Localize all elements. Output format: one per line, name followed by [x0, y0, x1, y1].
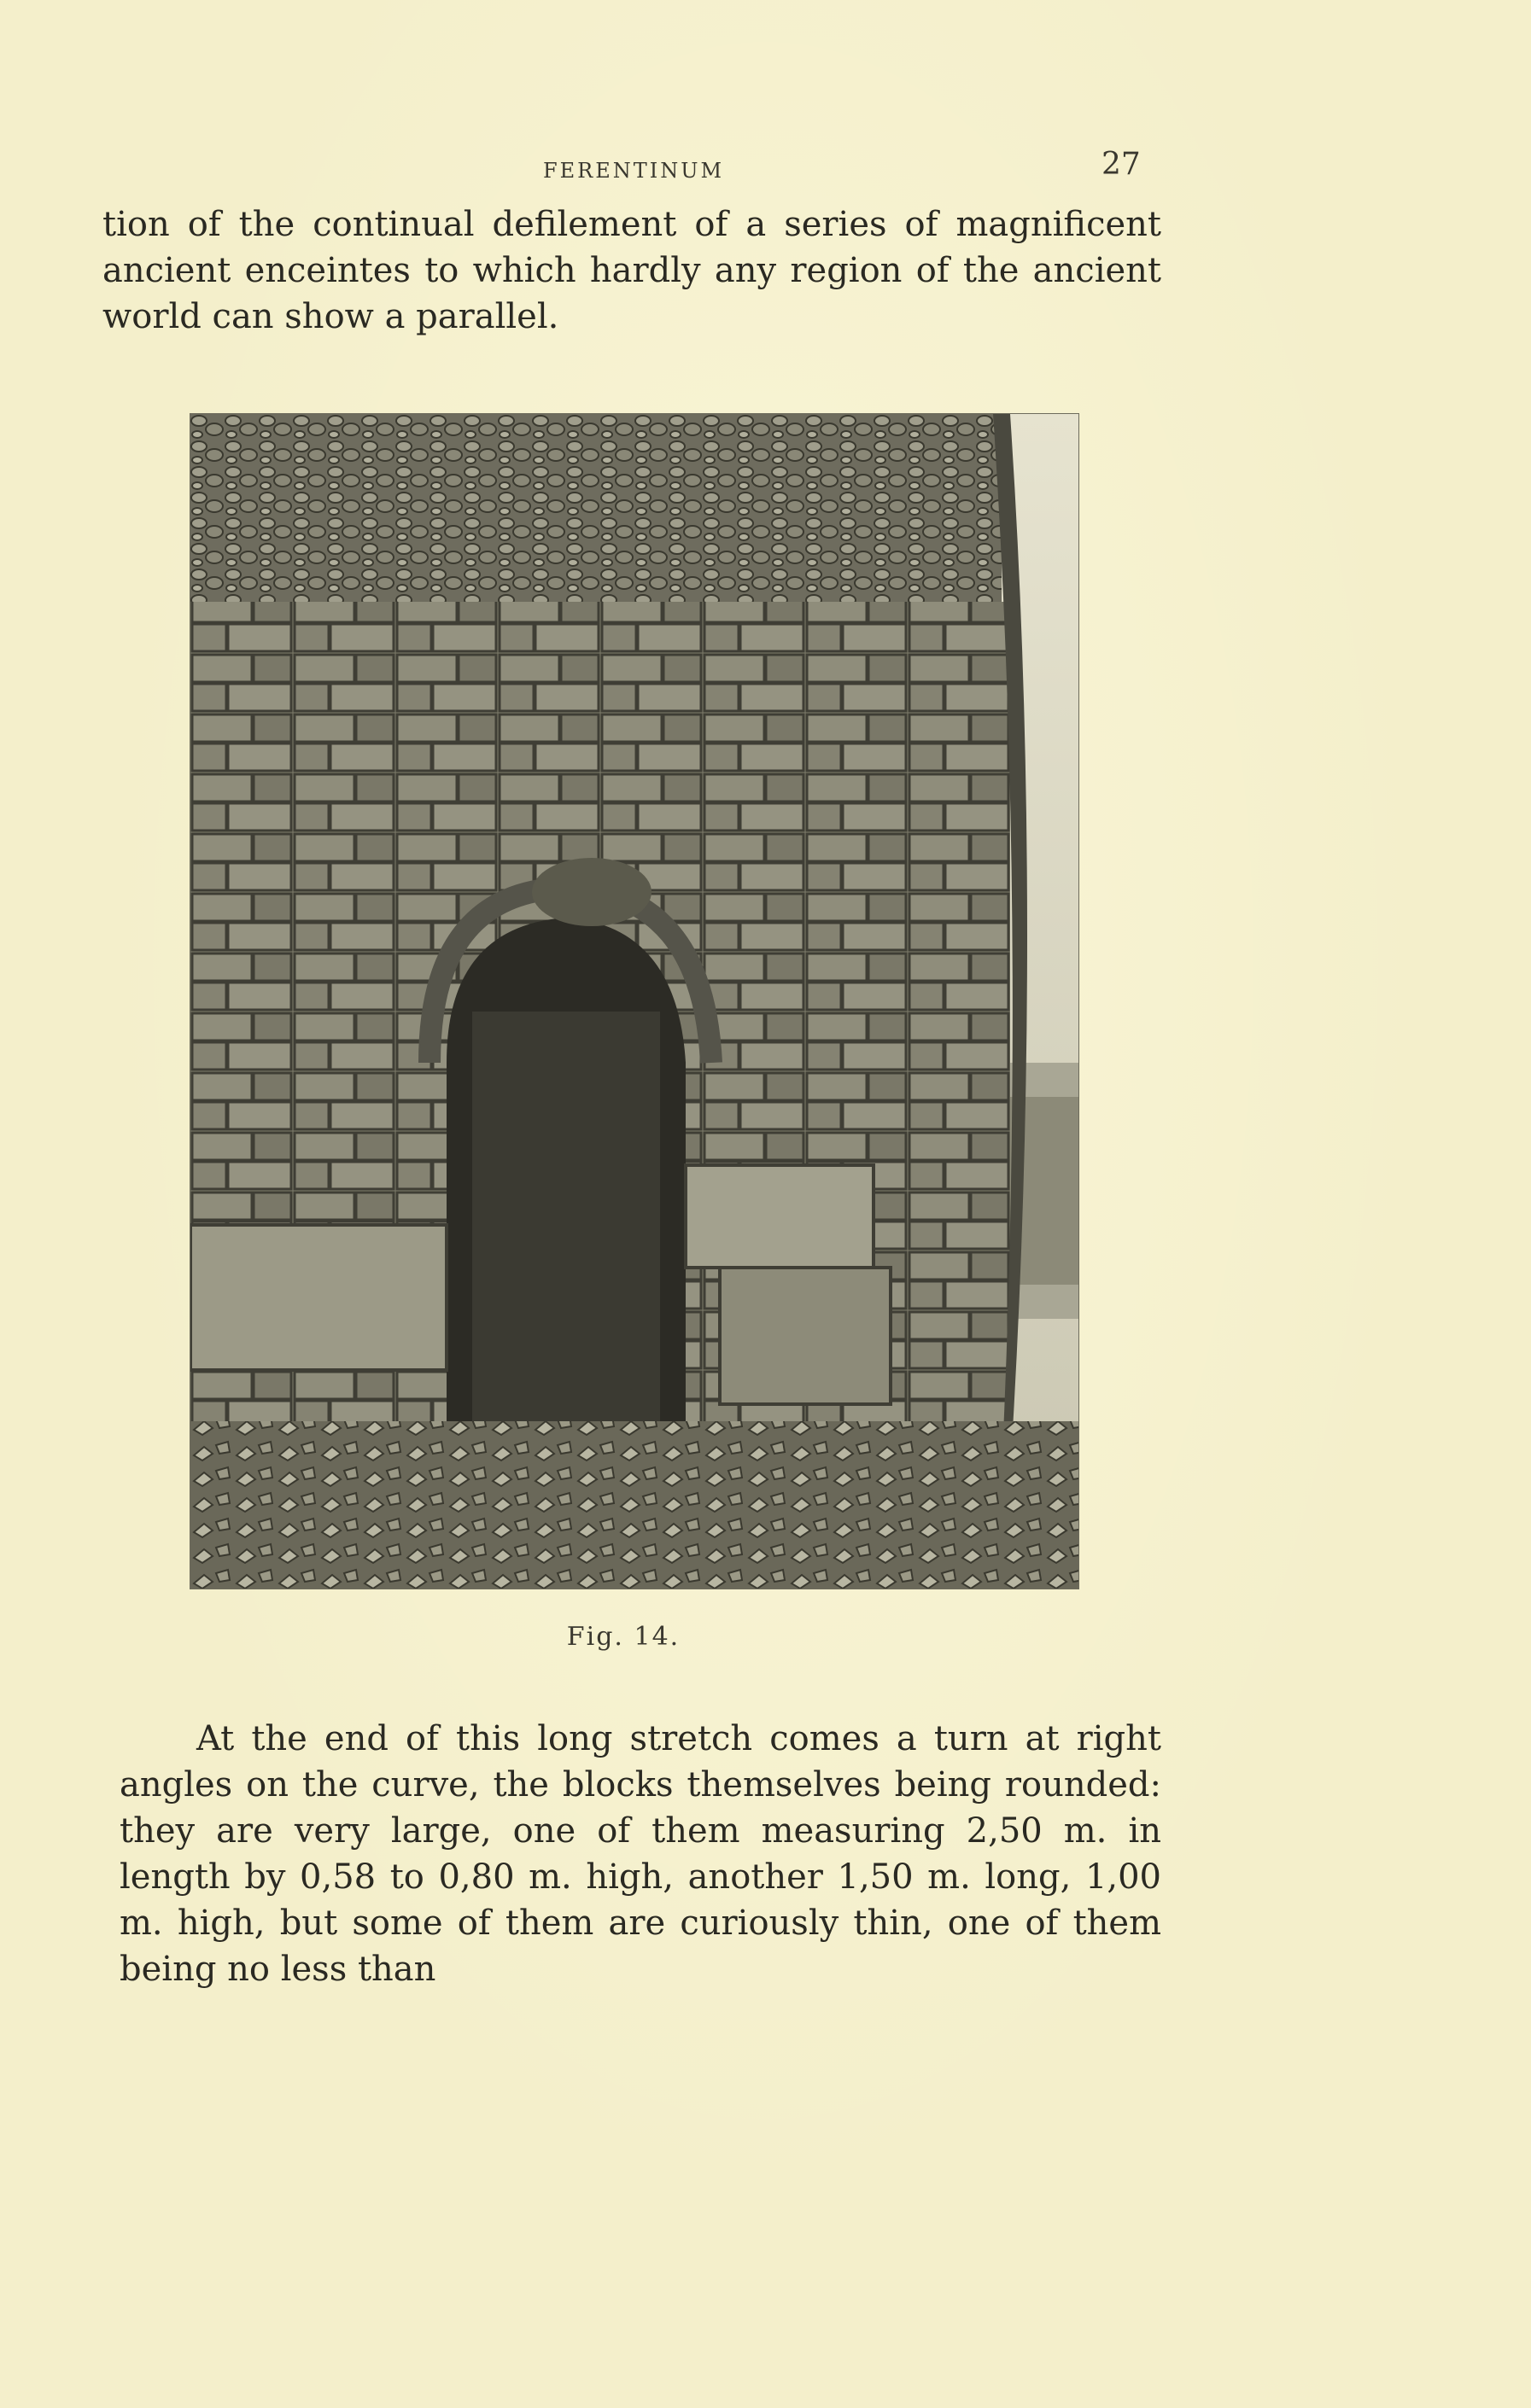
top-text-block — [102, 201, 1161, 340]
figure-photograph — [190, 413, 1079, 1589]
figure-caption: Fig. 14. — [566, 1622, 681, 1652]
page-number: 27 — [1102, 147, 1141, 182]
running-head: FERENTINUM — [543, 159, 725, 183]
top-paragraph: tion of the continual defilement of a series of magnificent ancient enceintes to which hardly any region of the ancient world can show a parallel. — [102, 205, 1161, 336]
bottom-text-block — [120, 1716, 1161, 1992]
bottom-paragraph: At the end of this long stretch comes a turn at right angles on the curve, the blocks themselves being rounded: they are very large, one of them measuring 2,50 m. in length by 0,58 to 0,80 m. high, another 1,50 m. long, 1,00 m. high, but some of them are curiously thin, one of them being no less than — [120, 1719, 1161, 1989]
tower-gate-photo — [190, 414, 1078, 1589]
